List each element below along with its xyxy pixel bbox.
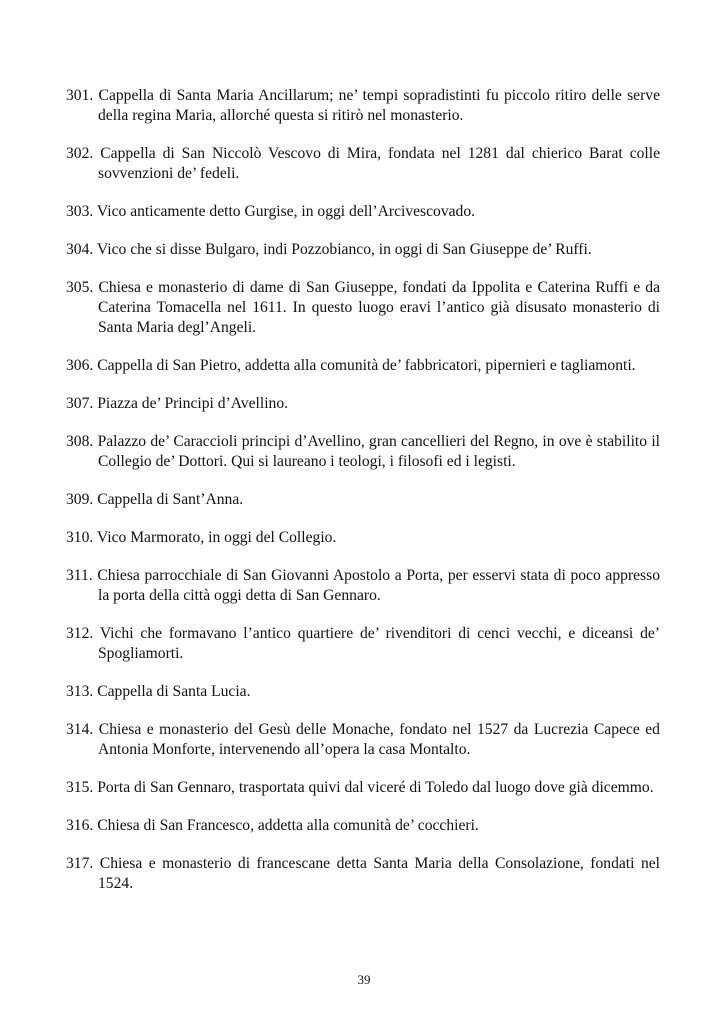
entry-text: Vico anticamente detto Gurgise, in oggi dell’Arcivescovado. bbox=[96, 203, 476, 220]
entry-304 bbox=[66, 240, 660, 260]
entry-303 bbox=[66, 202, 660, 222]
entry-text: Porta di San Gennaro, trasportata quivi dal viceré di Toledo dal luogo dove già dicemmo. bbox=[97, 779, 654, 796]
entry-301 bbox=[66, 86, 660, 126]
entry-number: 317. bbox=[66, 855, 94, 872]
entry-number: 311. bbox=[66, 567, 93, 584]
entry-text: Vico che si disse Bulgaro, indi Pozzobianco, in oggi di San Giuseppe de’ Ruffi. bbox=[96, 241, 592, 258]
entry-307 bbox=[66, 394, 660, 414]
entry-text: Cappella di San Niccolò Vescovo di Mira, fondata nel 1281 dal chierico Barat colle sovvenzioni de’ fedeli. bbox=[98, 145, 660, 182]
entry-text: Cappella di Santa Lucia. bbox=[97, 683, 251, 700]
entry-number: 314. bbox=[66, 721, 94, 738]
entry-text: Chiesa e monasterio di francescane detta Santa Maria della Consolazione, fondati nel 1524. bbox=[98, 855, 660, 892]
entry-text: Vico Marmorato, in oggi del Collegio. bbox=[96, 529, 337, 546]
entry-302 bbox=[66, 144, 660, 184]
entry-text: Palazzo de’ Caraccioli principi d’Avellino, gran cancellieri del Regno, in ove è stabilito il Collegio de’ Dottori. Qui si laureano i teologi, i filosofi ed i legisti. bbox=[97, 433, 660, 470]
entry-number: 304. bbox=[66, 241, 94, 258]
entry-317 bbox=[66, 854, 660, 894]
entry-312 bbox=[66, 624, 660, 664]
entry-list bbox=[66, 86, 660, 912]
entry-text: Chiesa e monasterio del Gesù delle Monache, fondato nel 1527 da Lucrezia Capece ed Antonia Monforte, intervenendo all’opera la casa Montalto. bbox=[98, 721, 660, 758]
entry-text: Chiesa parrocchiale di San Giovanni Apostolo a Porta, per esservi stata di poco appresso la porta della città oggi detta di San Gennaro. bbox=[97, 567, 660, 604]
entry-number: 310. bbox=[66, 529, 94, 546]
entry-316 bbox=[66, 816, 660, 836]
entry-number: 313. bbox=[66, 683, 94, 700]
entry-number: 306. bbox=[66, 357, 94, 374]
entry-number: 308. bbox=[66, 433, 94, 450]
entry-number: 312. bbox=[66, 625, 94, 642]
entry-text: Chiesa e monasterio di dame di San Giuseppe, fondati da Ippolita e Caterina Ruffi e da Caterina Tomacella nel 1611. In questo luogo eravi l’antico già disusato monasterio di Santa Maria degl’Angeli. bbox=[98, 279, 660, 336]
entry-313 bbox=[66, 682, 660, 702]
entry-number: 309. bbox=[66, 491, 94, 508]
page-number: 39 bbox=[357, 972, 371, 987]
entry-text: Piazza de’ Principi d’Avellino. bbox=[97, 395, 289, 412]
entry-309 bbox=[66, 490, 660, 510]
entry-308 bbox=[66, 432, 660, 472]
entry-311 bbox=[66, 566, 660, 606]
entry-text: Chiesa di San Francesco, addetta alla comunità de’ cocchieri. bbox=[97, 817, 479, 834]
entry-number: 301. bbox=[66, 87, 94, 104]
entry-text: Vichi che formavano l’antico quartiere de’ rivenditori di cenci vecchi, e diceansi de’ Spogliamorti. bbox=[98, 625, 660, 662]
entry-text: Cappella di Santa Maria Ancillarum; ne’ tempi sopradistinti fu piccolo ritiro delle serve della regina Maria, allorché questa si ritirò nel monasterio. bbox=[98, 87, 660, 124]
entry-306 bbox=[66, 356, 660, 376]
entry-305 bbox=[66, 278, 660, 338]
entry-text: Cappella di Sant’Anna. bbox=[97, 491, 244, 508]
entry-number: 315. bbox=[66, 779, 94, 796]
entry-text: Cappella di San Pietro, addetta alla comunità de’ fabbricatori, pipernieri e tagliamonti. bbox=[97, 357, 636, 374]
entry-number: 307. bbox=[66, 395, 94, 412]
entry-number: 302. bbox=[66, 145, 94, 162]
entry-310 bbox=[66, 528, 660, 548]
entry-number: 316. bbox=[66, 817, 94, 834]
entry-number: 303. bbox=[66, 203, 94, 220]
entry-314 bbox=[66, 720, 660, 760]
entry-number: 305. bbox=[66, 279, 94, 296]
entry-315 bbox=[66, 778, 660, 798]
